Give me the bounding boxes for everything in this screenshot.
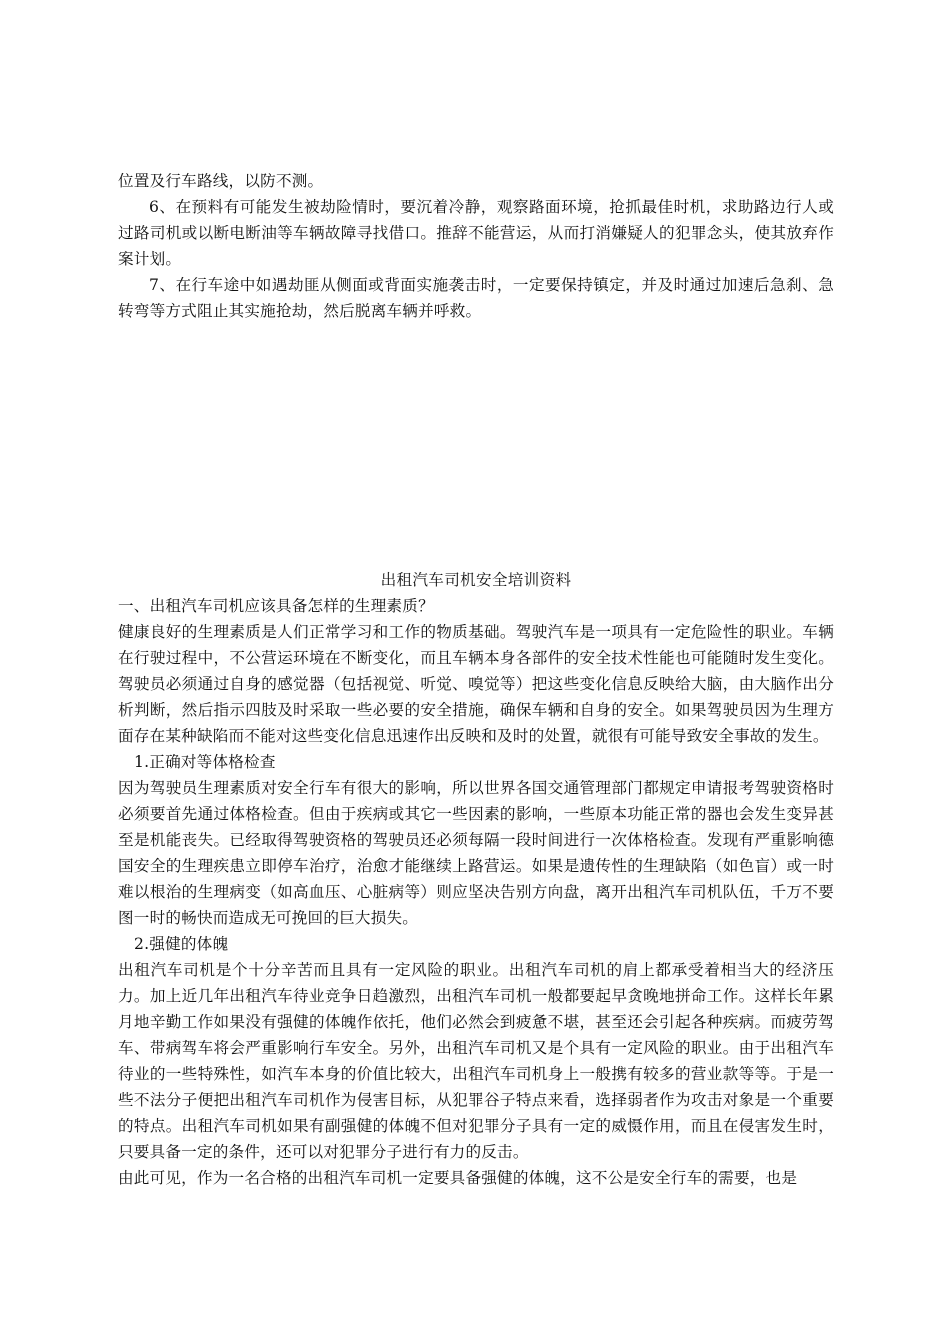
paragraph-strong-body: 出租汽车司机是个十分辛苦而且具有一定风险的职业。出租汽车司机的肩上都承受着相当大的经济压力。加上近几年出租汽车待业竞争日趋激烈，出租汽车司机一般都要起早贪晚地拼命工作。这样长年累月地辛勤工作如果没有强健的体魄作依托，他们必然会到疲惫不堪，甚至还会引起各种疾病。而疲劳驾车、带病驾车将会严重影响行车安全。另外，出租汽车司机又是个具有一定风险的职业。由于出租汽车待业的一些特殊性，如汽车本身的价值比较大，出租汽车司机身上一般携有较多的营业款等等。于是一些不法分子便把出租汽车司机作为侵害目标，从犯罪谷子特点来看，选择弱者作为攻击对象是一个重要的特点。出租汽车司机如果有副强健的体魄不但对犯罪分子具有一定的威慑作用，而且在侵害发生时，只要具备一定的条件，还可以对犯罪分子进行有力的反击。	[118, 961, 834, 1161]
paragraph-item-6: 6、在预料有可能发生被劫险情时，要沉着冷静，观察路面环境，抢抓最佳时机，求助路边行人或过路司机或以断电断油等车辆故障寻找借口。推辞不能营运，从而打消嫌疑人的犯罪念头，使其放弃作案计划。	[118, 198, 834, 268]
paragraph-physiology-intro: 健康良好的生理素质是人们正常学习和工作的物质基础。驾驶汽车是一项具有一定危险性的职业。车辆在行驶过程中，不公营运环境在不断变化，而且车辆本身各部件的安全技术性能也可能随时发生变化。驾驶员必须通过自身的感觉器（包括视觉、听觉、嗅觉等）把这些变化信息反映给大脑，由大脑作出分析判断，然后指示四肢及时采取一些必要的安全措施，确保车辆和自身的安全。如果驾驶员因为生理方面存在某种缺陷而不能对这些变化信息迅速作出反映和及时的处置，就很有可能导致安全事故的发生。	[118, 623, 834, 745]
paragraph-continued: 位置及行车路线，以防不测。	[118, 172, 324, 190]
main-section	[118, 593, 834, 1191]
document-title: 出租汽车司机安全培训资料	[380, 571, 572, 589]
section-question-1: 一、出租汽车司机应该具备怎样的生理素质？	[118, 597, 434, 615]
top-section	[118, 168, 834, 324]
paragraph-item-7: 7、在行车途中如遇劫匪从侧面或背面实施袭击时，一定要保持镇定，并及时通过加速后急刹、急转弯等方式阻止其实施抢劫，然后脱离车辆并呼救。	[118, 276, 834, 320]
paragraph-conclusion: 由此可见，作为一名合格的出租汽车司机一定要具备强健的体魄，这不公是安全行车的需要，也是	[118, 1169, 798, 1187]
paragraph-health-check: 因为驾驶员生理素质对安全行车有很大的影响，所以世界各国交通管理部门都规定申请报考驾驶资格时必须要首先通过体格检查。但由于疾病或其它一些因素的影响，一些原本功能正常的器也会发生变异甚至是机能丧失。已经取得驾驶资格的驾驶员还必须每隔一段时间进行一次体格检查。发现有严重影响德国安全的生理疾患立即停车治疗，治愈才能继续上路营运。如果是遗传性的生理缺陷（如色盲）或一时难以根治的生理病变（如高血压、心脏病等）则应坚决告别方向盘，离开出租汽车司机队伍，千万不要图一时的畅快而造成无可挽回的巨大损失。	[118, 779, 834, 927]
subheading-1: 1.正确对等体格检查	[134, 753, 276, 771]
subheading-2: 2.强健的体魄	[134, 935, 229, 953]
